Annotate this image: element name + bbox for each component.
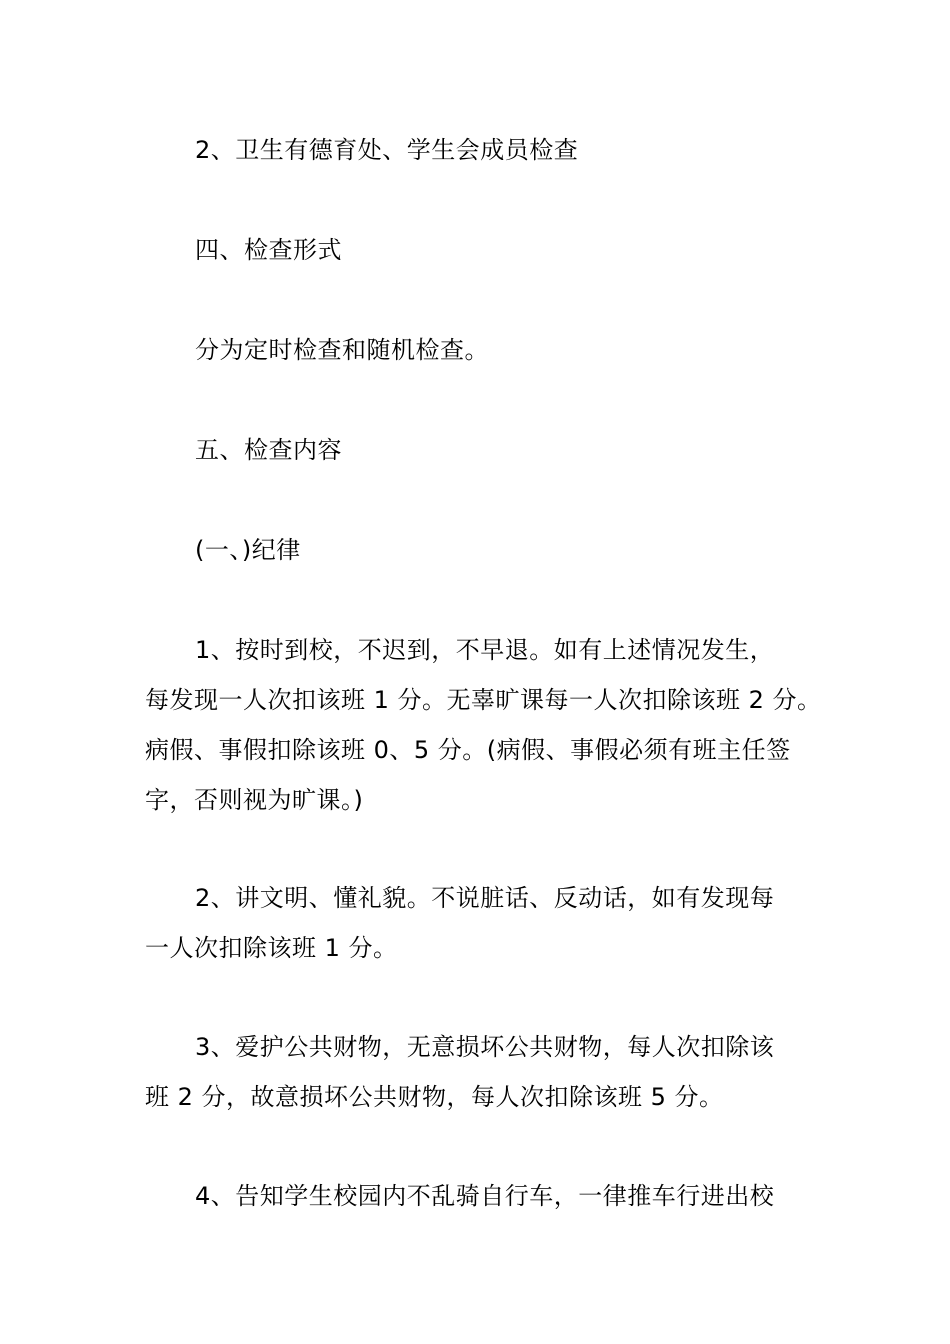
text-line: 四、检查形式 (195, 236, 342, 264)
text-line: 3、爱护公共财物，无意损坏公共财物，每人次扣除该 (195, 1033, 775, 1061)
text-line: 病假、事假扣除该班 0、5 分。(病假、事假必须有班主任签 (145, 736, 791, 764)
text-line: 2、讲文明、懂礼貌。不说脏话、反动话，如有发现每 (195, 884, 775, 912)
text-line: 字，否则视为旷课。) (145, 786, 364, 814)
text-line: (一、)纪律 (195, 536, 301, 564)
paragraph-attendance-rule (145, 625, 822, 825)
paragraph-bicycle-rule (145, 1171, 810, 1221)
subsection-heading-discipline (145, 525, 810, 575)
text-line: 五、检查内容 (195, 436, 342, 464)
text-line: 每发现一人次扣该班 1 分。无辜旷课每一人次扣除该班 2 分。 (145, 686, 822, 714)
section-heading-inspection-content (145, 425, 810, 475)
paragraph-inspection-types (145, 325, 810, 375)
paragraph-property-rule (145, 1022, 810, 1122)
section-heading-inspection-form (145, 225, 810, 275)
paragraph-hygiene-inspectors (145, 125, 810, 175)
text-line: 4、告知学生校园内不乱骑自行车，一律推车行进出校 (195, 1182, 775, 1210)
text-line: 1、按时到校，不迟到，不早退。如有上述情况发生， (195, 636, 775, 664)
text-line: 分为定时检查和随机检查。 (195, 336, 489, 364)
text-line: 一人次扣除该班 1 分。 (145, 934, 398, 962)
text-line: 2、卫生有德育处、学生会成员检查 (195, 136, 579, 164)
text-line: 班 2 分，故意损坏公共财物，每人次扣除该班 5 分。 (145, 1083, 724, 1111)
paragraph-civility-rule (145, 873, 810, 973)
